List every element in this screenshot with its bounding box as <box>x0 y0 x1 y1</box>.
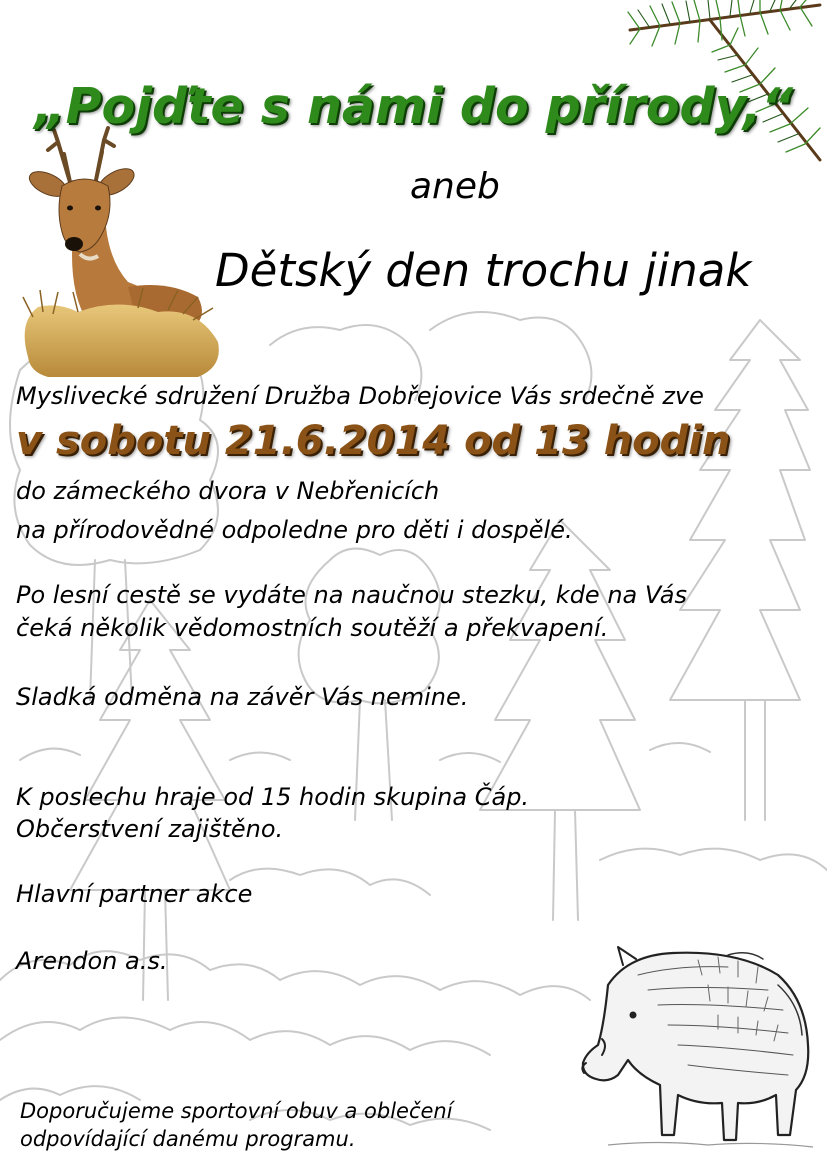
venue-line-1: do zámeckého dvora v Nebřenicích <box>16 477 440 505</box>
roe-deer-illustration <box>18 122 223 377</box>
refreshments-text: Občerstvení zajištěno. <box>16 815 284 843</box>
advice-line-1: Doporučujeme sportovní obuv a oblečení <box>20 1099 453 1123</box>
connector-word: aneb <box>410 166 500 207</box>
music-text: K poslechu hraje od 15 hodin skupina Čáp. <box>16 783 530 811</box>
reward-text: Sladká odměna na závěr Vás nemine. <box>16 683 469 711</box>
trail-line-1: Po lesní cestě se vydáte na naučnou stezku, kde na Vás <box>16 581 687 609</box>
wild-boar-illustration <box>578 945 818 1155</box>
event-date: v sobotu 21.6.2014 od 13 hodin <box>16 418 731 464</box>
trail-line-2: čeká několik vědomostních soutěží a překvapení. <box>16 614 609 642</box>
partner-label: Hlavní partner akce <box>16 880 253 908</box>
event-subtitle: Dětský den trochu jinak <box>215 244 752 297</box>
advice-line-2: odpovídající danému programu. <box>20 1127 356 1151</box>
partner-name: Arendon a.s. <box>16 947 168 975</box>
venue-line-2: na přírodovědné odpoledne pro děti i dospělé. <box>16 516 573 544</box>
event-title: „Pojďte s námi do přírody,“ <box>34 78 793 135</box>
invitation-text: Myslivecké sdružení Družba Dobřejovice Vás srdečně zve <box>16 382 704 410</box>
